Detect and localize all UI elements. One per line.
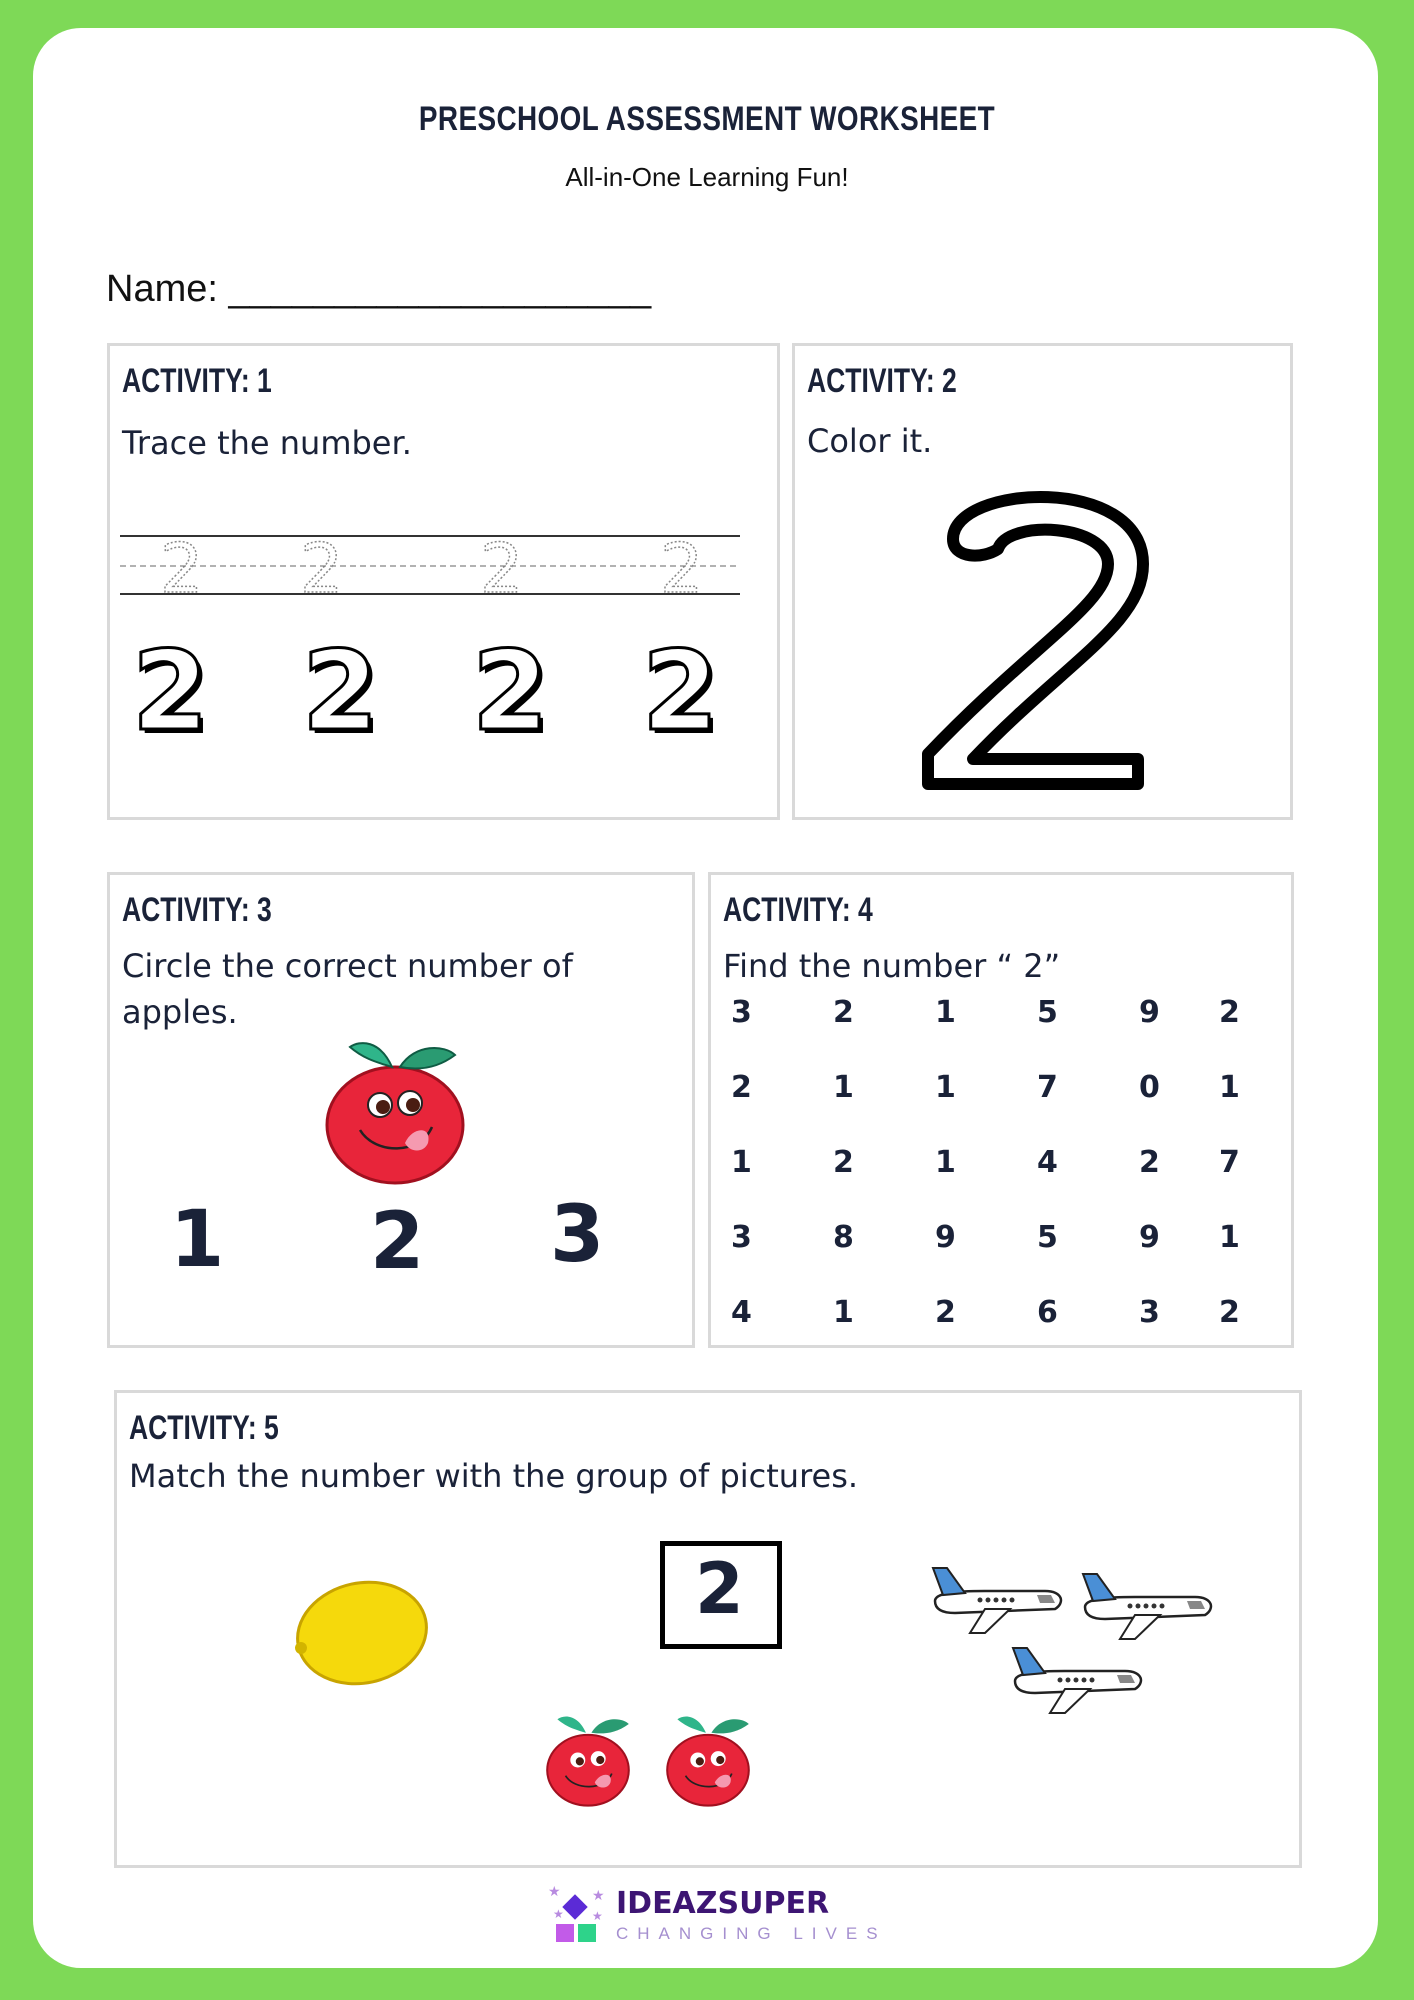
grid-number[interactable]: 5 xyxy=(1037,1220,1058,1255)
outline-digit[interactable]: 2 xyxy=(472,627,549,755)
choice-2[interactable]: 2 xyxy=(370,1197,425,1287)
trace-digit[interactable]: 2 xyxy=(480,530,524,606)
grid-number[interactable]: 2 xyxy=(833,995,854,1030)
grid-number[interactable]: 2 xyxy=(1219,995,1240,1030)
apple-icon xyxy=(657,1705,759,1815)
grid-number[interactable]: 1 xyxy=(935,1145,956,1180)
activity-instruction: Circle the correct number of apples. xyxy=(122,947,573,1031)
activity-label: ACTIVITY: 4 xyxy=(723,891,873,929)
airplane-icon xyxy=(925,1563,1070,1643)
trace-digit[interactable]: 2 xyxy=(160,530,204,606)
grid-number[interactable]: 0 xyxy=(1139,1070,1160,1105)
grid-number[interactable]: 3 xyxy=(731,1220,752,1255)
airplane-group[interactable] xyxy=(925,1563,1225,1743)
apple-icon xyxy=(320,1035,470,1185)
activity-4 xyxy=(708,872,1294,1348)
grid-number[interactable]: 1 xyxy=(1219,1220,1240,1255)
grid-number[interactable]: 2 xyxy=(1139,1145,1160,1180)
activity-label: ACTIVITY: 2 xyxy=(807,362,957,400)
name-field[interactable]: Name: ____________________ xyxy=(106,268,652,310)
grid-number[interactable]: 3 xyxy=(1139,1295,1160,1330)
activity-instruction: Find the number “ 2” xyxy=(723,947,1061,985)
grid-number[interactable]: 6 xyxy=(1037,1295,1058,1330)
grid-number[interactable]: 9 xyxy=(1139,995,1160,1030)
grid-number[interactable]: 2 xyxy=(1219,1295,1240,1330)
activity-5 xyxy=(114,1390,1302,1868)
outline-digit[interactable]: 2 xyxy=(642,627,719,755)
airplane-icon xyxy=(1075,1569,1220,1649)
grid-number[interactable]: 2 xyxy=(935,1295,956,1330)
grid-number[interactable]: 7 xyxy=(1037,1070,1058,1105)
activity-instruction: Trace the number. xyxy=(122,424,412,462)
activity-1 xyxy=(107,343,780,820)
apple-icon xyxy=(537,1705,639,1815)
grid-number[interactable]: 4 xyxy=(1037,1145,1058,1180)
grid-number[interactable]: 5 xyxy=(1037,995,1058,1030)
brand-tagline: CHANGING LIVES xyxy=(616,1924,887,1943)
worksheet-title: PRESCHOOL ASSESSMENT WORKSHEET xyxy=(418,100,996,138)
worksheet-subtitle: All-in-One Learning Fun! xyxy=(565,162,849,192)
svg-text:★: ★ xyxy=(548,1884,561,1899)
match-number: 2 xyxy=(695,1548,744,1630)
grid-number[interactable]: 1 xyxy=(833,1295,854,1330)
grid-number[interactable]: 3 xyxy=(731,995,752,1030)
outline-digit[interactable]: 2 xyxy=(132,627,209,755)
tracing-lines[interactable] xyxy=(120,526,760,606)
activity-label: ACTIVITY: 5 xyxy=(129,1409,279,1447)
grid-number[interactable]: 2 xyxy=(833,1145,854,1180)
activity-instruction: Color it. xyxy=(807,422,933,460)
grid-number[interactable]: 9 xyxy=(935,1220,956,1255)
grid-number[interactable]: 1 xyxy=(1219,1070,1240,1105)
grid-number[interactable]: 1 xyxy=(935,1070,956,1105)
grid-number[interactable]: 2 xyxy=(731,1070,752,1105)
grid-number[interactable]: 7 xyxy=(1219,1145,1240,1180)
outline-digit[interactable]: 2 xyxy=(302,627,379,755)
activity-instruction: Match the number with the group of pictures. xyxy=(129,1457,859,1495)
svg-text:★: ★ xyxy=(553,1907,564,1921)
grid-number[interactable]: 9 xyxy=(1139,1220,1160,1255)
svg-text:★: ★ xyxy=(592,1909,603,1923)
color-digit-outline[interactable] xyxy=(913,464,1173,804)
trace-digit[interactable]: 2 xyxy=(300,530,344,606)
svg-text:★: ★ xyxy=(592,1887,605,1903)
grid-number[interactable]: 1 xyxy=(833,1070,854,1105)
apple-group[interactable] xyxy=(537,1705,777,1825)
brand-name: IDEAZSUPER xyxy=(616,1886,830,1921)
activity-3 xyxy=(107,872,695,1348)
grid-number[interactable]: 1 xyxy=(935,995,956,1030)
grid-number[interactable]: 4 xyxy=(731,1295,752,1330)
grid-number[interactable]: 1 xyxy=(731,1145,752,1180)
lemon-icon[interactable] xyxy=(287,1573,437,1693)
trace-digit[interactable]: 2 xyxy=(660,530,704,606)
activity-2 xyxy=(792,343,1293,820)
airplane-icon xyxy=(1005,1643,1150,1723)
activity-label: ACTIVITY: 1 xyxy=(122,362,272,400)
number-box[interactable] xyxy=(660,1541,782,1649)
grid-number[interactable]: 8 xyxy=(833,1220,854,1255)
choice-3[interactable]: 3 xyxy=(550,1190,605,1280)
activity-label: ACTIVITY: 3 xyxy=(122,891,272,929)
choice-1[interactable]: 1 xyxy=(170,1195,225,1285)
brand-logo-icon xyxy=(548,1884,608,1948)
